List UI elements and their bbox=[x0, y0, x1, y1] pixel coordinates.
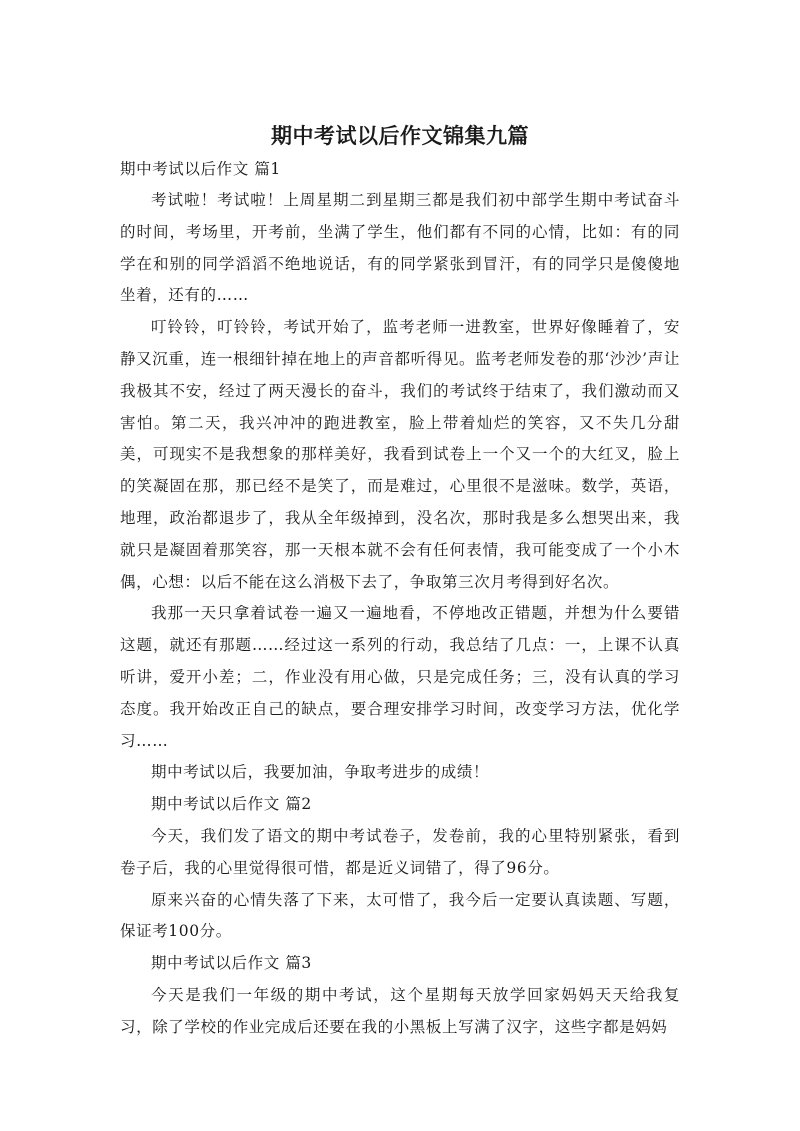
section-heading-1: 期中考试以后作文 篇1 bbox=[120, 160, 281, 178]
paragraph: 我那一天只拿着试卷一遍又一遍地看，不停地改正错题，并想为什么要错这题，就还有那题……经过这一系列的行动，我总结了几点：一，上课不认真听讲，爱开小差；二，作业没有用心做，只是完成任务；三，没有认真的学习态度。我开始改正自己的缺点，要合理安排学习时间，改变学习方法，优化学习…… bbox=[120, 604, 680, 750]
paragraph: 考试啦！考试啦！上周星期二到星期三都是我们初中部学生期中考试奋斗的时间，考场里，开考前，坐满了学生，他们都有不同的心情，比如：有的同学在和别的同学滔滔不绝地说话，有的同学紧张到冒汗，有的同学只是傻傻地坐着，还有的…… bbox=[120, 191, 680, 305]
paragraph: 期中考试以后，我要加油，争取考进步的成绩！ bbox=[151, 763, 490, 782]
document-title: 期中考试以后作文锦集九篇 bbox=[271, 124, 529, 148]
section-heading-2: 期中考试以后作文 篇2 bbox=[151, 795, 312, 814]
paragraph: 叮铃铃，叮铃铃，考试开始了，监考老师一进教室，世界好像睡着了，安静又沉重，连一根细针掉在地上的声音都听得见。监考老师发卷的那‘沙沙’声让我极其不安，经过了两天漫长的奋斗，我们的考试终于结束了，我们激动而又害怕。第二天，我兴冲冲的跑进教室，脸上带着灿烂的笑容，又不失几分甜美，可现实不是我想象的那样美好，我看到试卷上一个又一个的大红叉，脸上的笑凝固在那，那已经不是笑了，而是难过，心里很不是滋味。数学，英语，地理，政治都退步了，我从全年级掉到，没名次，那时我是多么想哭出来，我就只是凝固着那笑容，那一天根本就不会有任何表情，我可能变成了一个小木偶，心想：以后不能在这么消极下去了，争取第三次月考得到好名次。 bbox=[120, 318, 680, 591]
section-heading-3: 期中考试以后作文 篇3 bbox=[151, 954, 312, 973]
paragraph: 原来兴奋的心情失落了下来，太可惜了，我今后一定要认真读题、写题，保证考100分。 bbox=[120, 890, 680, 941]
paragraph: 今天，我们发了语文的期中考试卷子，发卷前，我的心里特别紧张，看到卷子后，我的心里觉得很可惜，都是近义词错了，得了96分。 bbox=[120, 826, 680, 877]
paragraph: 今天是我们一年级的期中考试，这个星期每天放学回家妈妈天天给我复习，除了学校的作业完成后还要在我的小黑板上写满了汉字，这些字都是妈妈 bbox=[120, 985, 680, 1036]
